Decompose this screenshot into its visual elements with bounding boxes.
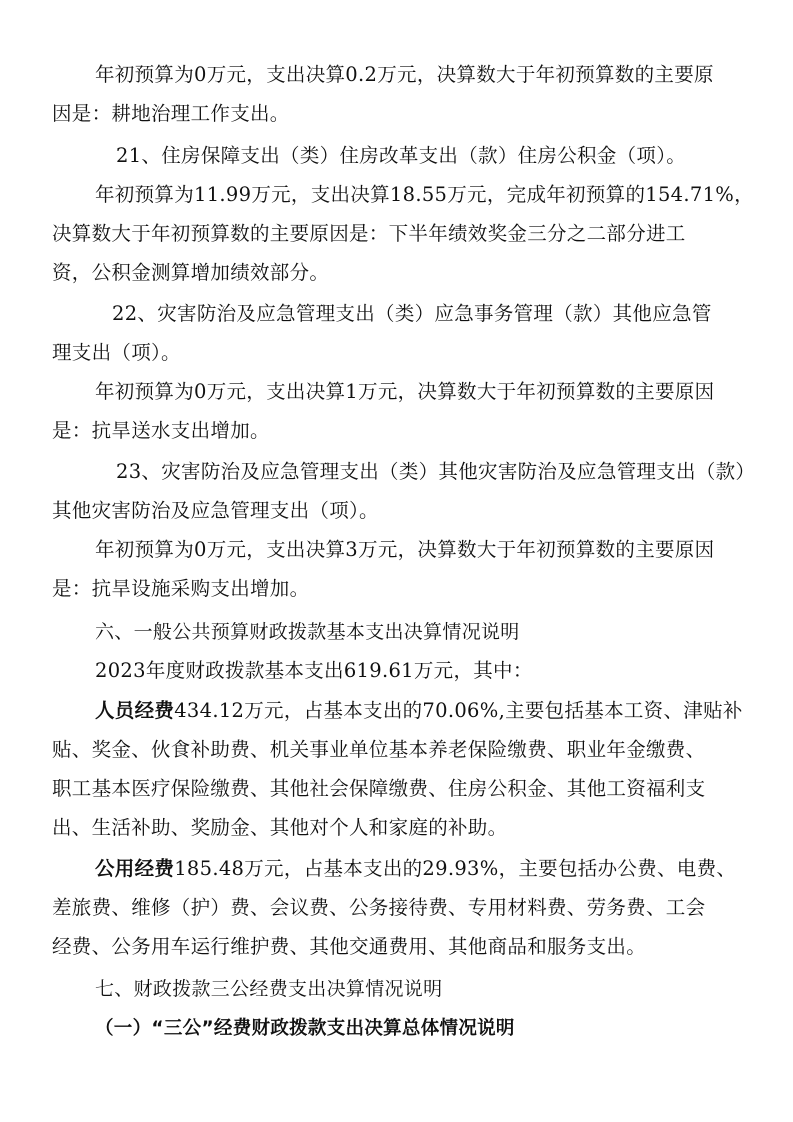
paragraph-line: 职工基本医疗保险缴费、其他社会保障缴费、住房公积金、其他工资福利支 bbox=[52, 777, 706, 800]
section-intro: 2023年度财政拨款基本支出619.61万元，其中： bbox=[95, 659, 533, 682]
personnel-cost-label: 人员经费 bbox=[95, 699, 175, 722]
section-subheading: （一）“三公”经费财政拨款支出决算总体情况说明 bbox=[95, 1018, 515, 1039]
item-title: 理支出（项）。 bbox=[52, 341, 181, 364]
paragraph-line: 是：抗旱送水支出增加。 bbox=[52, 419, 270, 442]
paragraph-line: 年初预算为11.99万元，支出决算18.55万元，完成年初预算的154.71%， bbox=[95, 183, 754, 206]
paragraph-line bbox=[95, 856, 736, 882]
item-title: 21、住房保障支出（类）住房改革支出（款）住房公积金（项）。 bbox=[116, 144, 687, 167]
item-title: 22、灾害防治及应急管理支出（类）应急事务管理（款）其他应急管 bbox=[112, 302, 712, 325]
personnel-cost-text: 434.12万元，占基本支出的70.06%,主要包括基本工资、津贴补 bbox=[174, 699, 743, 722]
paragraph-line: 差旅费、维修（护）费、会议费、公务接待费、专用材料费、劳务费、工会 bbox=[52, 896, 706, 919]
paragraph-line bbox=[95, 698, 743, 724]
item-title: 23、灾害防治及应急管理支出（类）其他灾害防治及应急管理支出（款） bbox=[116, 460, 756, 483]
item-title: 其他灾害防治及应急管理支出（项）。 bbox=[52, 499, 379, 522]
paragraph-line: 出、生活补助、奖励金、其他对个人和家庭的补助。 bbox=[52, 816, 508, 839]
paragraph-line: 资，公积金测算增加绩效部分。 bbox=[52, 261, 330, 284]
paragraph-line: 贴、奖金、伙食补助费、机关事业单位基本养老保险缴费、职业年金缴费、 bbox=[52, 738, 706, 761]
paragraph-line: 年初预算为0万元，支出决算1万元，决算数大于年初预算数的主要原因 bbox=[95, 380, 715, 403]
paragraph-line: 年初预算为0万元，支出决算3万元，决算数大于年初预算数的主要原因 bbox=[95, 538, 715, 561]
paragraph-line: 年初预算为0万元，支出决算0.2万元，决算数大于年初预算数的主要原 bbox=[95, 63, 714, 86]
paragraph-line: 因是：耕地治理工作支出。 bbox=[52, 102, 290, 125]
section-heading-7: 七、财政拨款三公经费支出决算情况说明 bbox=[95, 978, 443, 1000]
public-cost-label: 公用经费 bbox=[95, 857, 175, 880]
public-cost-text: 185.48万元，占基本支出的29.93%，主要包括办公费、电费、 bbox=[174, 857, 737, 880]
section-heading-6: 六、一般公共预算财政拨款基本支出决算情况说明 bbox=[95, 621, 520, 643]
paragraph-line: 经费、公务用车运行维护费、其他交通费用、其他商品和服务支出。 bbox=[52, 935, 647, 958]
paragraph-line: 决算数大于年初预算数的主要原因是：下半年绩效奖金三分之二部分进工 bbox=[52, 222, 686, 245]
paragraph-line: 是：抗旱设施采购支出增加。 bbox=[52, 577, 310, 600]
